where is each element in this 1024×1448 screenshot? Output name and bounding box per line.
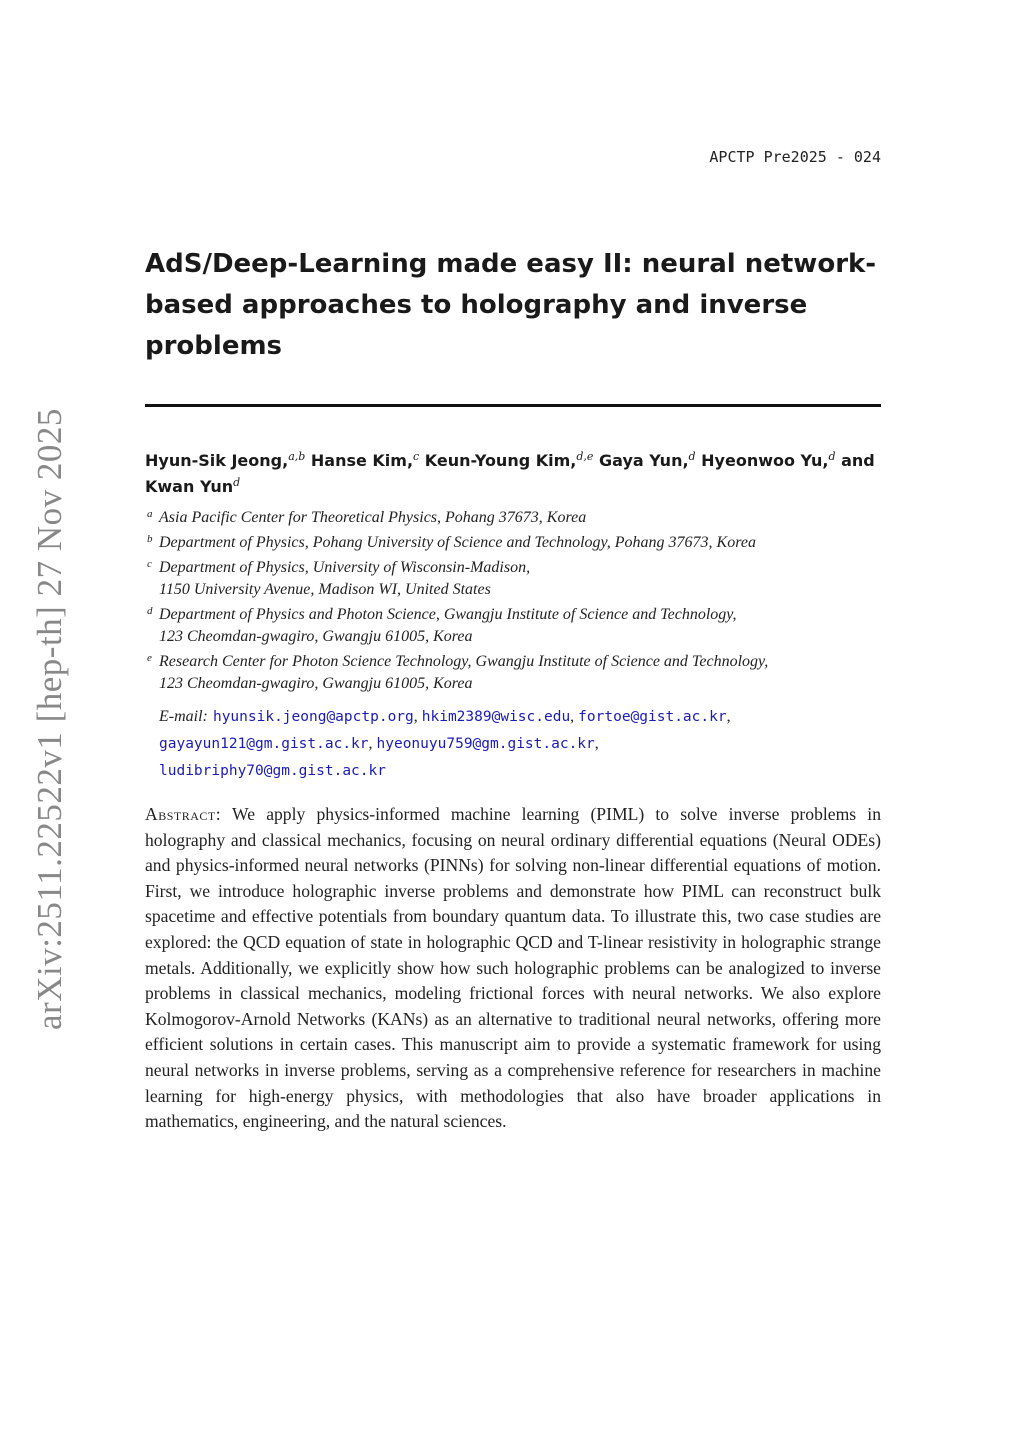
paper-title: AdS/Deep-Learning made easy II: neural network-based approaches to holography and inverse problems — [145, 249, 877, 361]
affiliation: a Asia Pacific Center for Theoretical Physics, Pohang 37673, Korea — [147, 507, 887, 529]
abstract-heading: Abstract: — [145, 804, 222, 824]
affiliation-list — [147, 507, 887, 698]
email-link[interactable]: hyunsik.jeong@apctp.org — [212, 709, 414, 725]
author-conjunction: and — [841, 451, 875, 470]
email-link[interactable]: fortoe@gist.ac.kr — [578, 709, 727, 725]
author: Hyeonwoo Yu,$^d$ — [701, 450, 836, 470]
affiliation-mark: a — [147, 508, 153, 520]
abstract-body: We apply physics-informed machine learning (PIML) to solve inverse problems in holography and classical mechanics, focusing on neural ordinary differential equations (Neural ODEs) and physics-informed neural networks (PINNs) for solving non-linear differential equations of motion. First, we introduce holographic inverse problems and demonstrate how PIML can reconstruct bulk spacetime and effective potentials from boundary quantum data. To illustrate this, two case studies are explored: the QCD equation of state in holographic QCD and T-linear resistivity in holographic strange metals. Additionally, we explicitly show how such holographic problems can be analogized to inverse problems in classical mechanics, modeling frictional forces with neural networks. We also explore Kolmogorov-Arnold Networks (KANs) as an alternative to traditional neural networks, offering more efficient solutions in certain cases. This manuscript aim to provide a systematic framework for using neural networks in inverse problems, serving as a comprehensive reference for researchers in machine learning for high-energy physics, with methodologies that also have broader applications in mathematics, engineering, and the natural sciences. — [145, 804, 881, 1132]
affiliation-mark: b — [147, 533, 153, 545]
report-number: APCTP Pre2025 - 024 — [709, 148, 881, 166]
email-link[interactable]: ludibriphy70@gm.gist.ac.kr — [159, 763, 386, 779]
author: Hyun-Sik Jeong,$^{a,b}$ — [145, 450, 306, 470]
affiliation-mark: d — [147, 605, 153, 617]
author: Keun-Young Kim,$^{d,e}$ — [424, 450, 594, 470]
email-block: E-mail: hyunsik.jeong@apctp.org, hkim2389@wisc.edu, fortoe@gist.ac.kr, gayayun121@gm.gist.ac.kr, hyeonuyu759@gm.gist.ac.kr, ludibriphy70@gm.gist.ac.kr — [159, 708, 731, 779]
affiliation: d Department of Physics and Photon Science, Gwangju Institute of Science and Technology, 123 Cheomdan-gwagiro, Gwangju 61005, Korea — [147, 604, 887, 648]
arxiv-stamp: arXiv:2511.22522v1 [hep-th] 27 Nov 2025 — [30, 408, 69, 1030]
title-divider — [145, 404, 881, 407]
abstract — [145, 802, 881, 1135]
email-label: E-mail: — [159, 708, 208, 725]
author: Gaya Yun,$^d$ — [599, 450, 696, 470]
email-link[interactable]: gayayun121@gm.gist.ac.kr — [159, 736, 369, 752]
author-list — [145, 448, 885, 500]
author: Hanse Kim,$^c$ — [310, 450, 420, 470]
affiliation-mark: c — [147, 558, 152, 570]
affiliation: c Department of Physics, University of Wisconsin-Madison, 1150 University Avenue, Madison WI, United States — [147, 557, 887, 601]
email-link[interactable]: hyeonuyu759@gm.gist.ac.kr — [376, 736, 595, 752]
email-link[interactable]: hkim2389@wisc.edu — [421, 709, 571, 725]
author: Kwan Yun$^d$ — [145, 476, 241, 496]
affiliation: b Department of Physics, Pohang University of Science and Technology, Pohang 37673, Korea — [147, 532, 887, 554]
affiliation: e Research Center for Photon Science Technology, Gwangju Institute of Science and Technology, 123 Cheomdan-gwagiro, Gwangju 61005, Korea — [147, 651, 887, 695]
affiliation-mark: e — [147, 652, 152, 664]
